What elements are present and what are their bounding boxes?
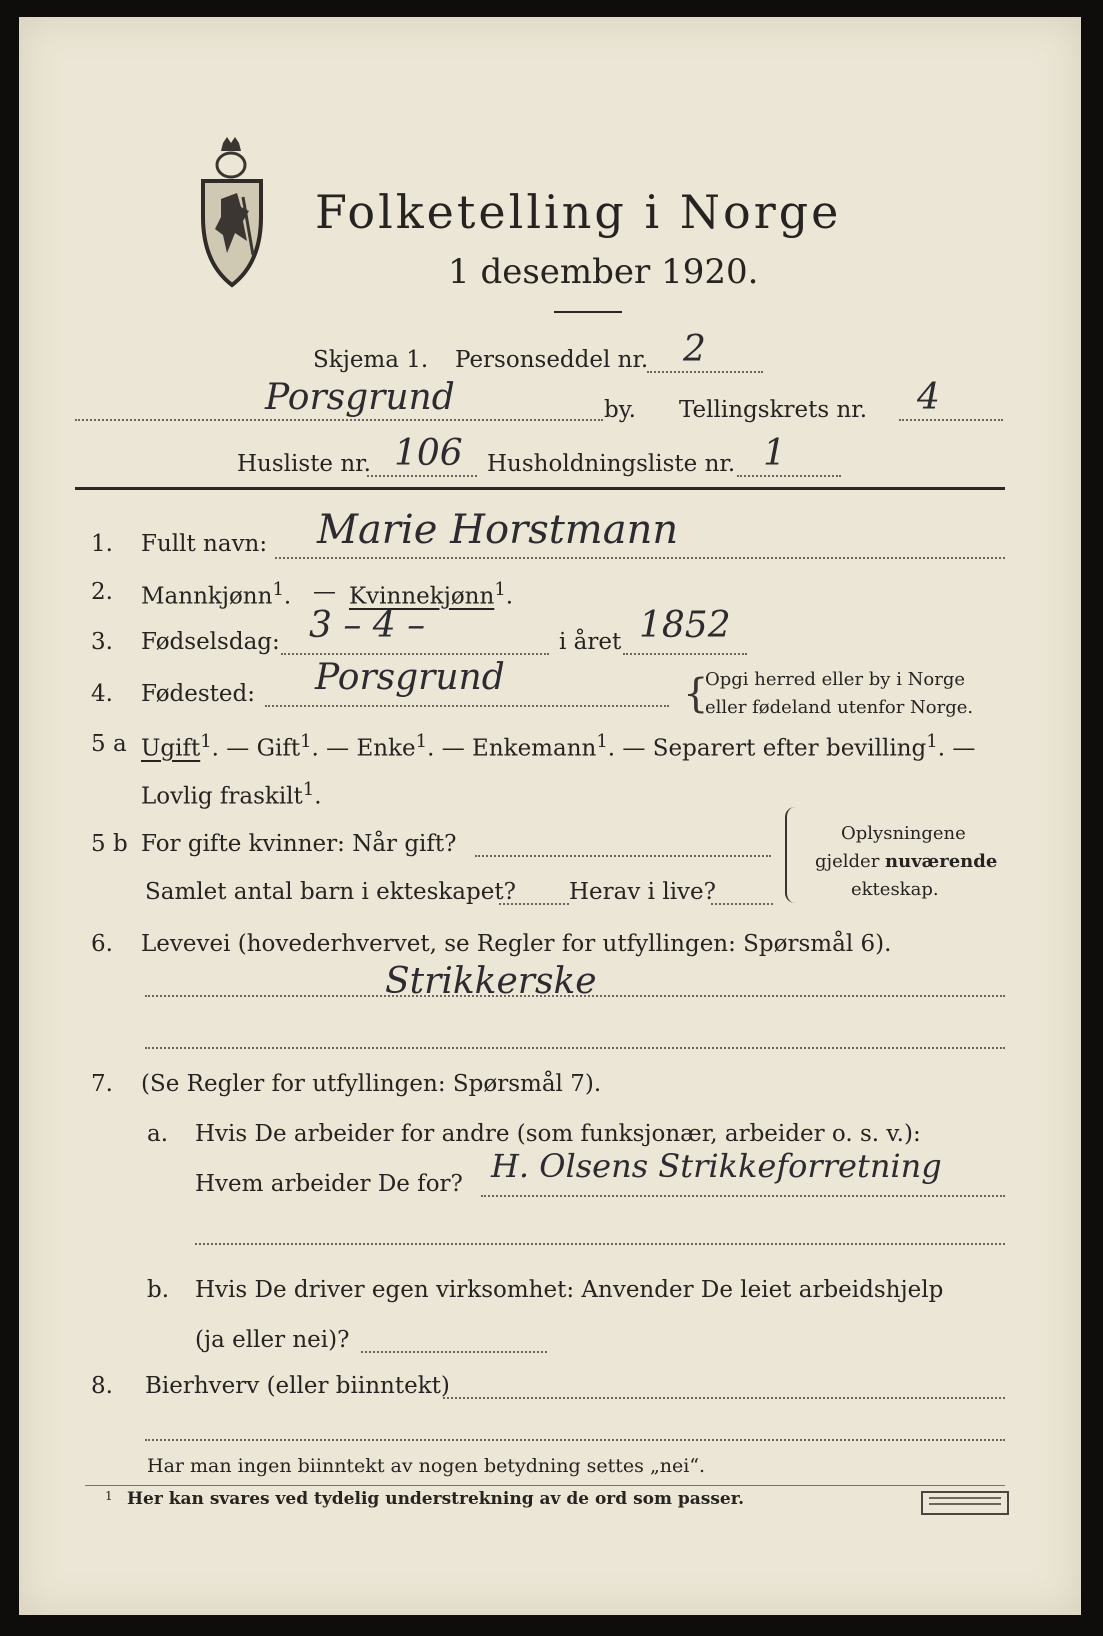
q7b-label: Hvis De driver egen virksomhet: Anvender De leiet arbeidshjelp bbox=[195, 1277, 944, 1303]
q3-year-value: 1852 bbox=[639, 605, 731, 646]
q1-label: Fullt navn: bbox=[141, 531, 268, 557]
q7-label: (Se Regler for utfyllingen: Spørsmål 7). bbox=[141, 1071, 602, 1097]
skjema-label: Skjema 1. bbox=[313, 347, 429, 373]
q4-line bbox=[265, 705, 669, 707]
q2-option-mann: Mannkjønn$^1$. bbox=[141, 579, 292, 610]
husholdning-value: 1 bbox=[763, 433, 786, 474]
q5b-bracket bbox=[785, 807, 799, 903]
tellingskrets-value: 4 bbox=[917, 377, 940, 418]
q3-line bbox=[281, 653, 549, 655]
q5a-option-gift: Gift bbox=[256, 735, 301, 762]
q2-number: 2. bbox=[91, 579, 113, 605]
q5b-note-1: Oplysningene bbox=[841, 823, 966, 844]
q4-brace: { bbox=[683, 671, 709, 717]
husliste-label: Husliste nr. bbox=[237, 451, 371, 477]
q7a-number: a. bbox=[147, 1121, 169, 1147]
husholdning-label: Husholdningsliste nr. bbox=[487, 451, 736, 477]
husholdning-line bbox=[737, 475, 841, 477]
form-title: Folketelling i Norge bbox=[315, 185, 842, 239]
form-date: 1 desember 1920. bbox=[448, 252, 759, 292]
q7-number: 7. bbox=[91, 1071, 113, 1097]
husliste-value: 106 bbox=[394, 433, 463, 474]
printer-stamp-icon bbox=[921, 1491, 1009, 1515]
q5b-note-3: ekteskap. bbox=[851, 879, 939, 900]
q5b-number: 5 b bbox=[91, 831, 128, 857]
q7a-label-2: Hvem arbeider De for? bbox=[195, 1171, 463, 1197]
q5b-label: For gifte kvinner: Når gift? bbox=[141, 831, 457, 857]
personseddel-value: 2 bbox=[683, 329, 706, 370]
q4-note-2: eller fødeland utenfor Norge. bbox=[705, 697, 974, 718]
q3-number: 3. bbox=[91, 629, 113, 655]
q5a-option-separert: Separert efter bevilling bbox=[652, 735, 927, 762]
q5b-note-2: gjelder nuværende bbox=[815, 851, 998, 872]
q7a-value: H. Olsens Strikkeforretning bbox=[491, 1147, 942, 1185]
biinntekt-note: Har man ingen biinntekt av nogen betydning settes „nei“. bbox=[147, 1455, 706, 1477]
footnote-number: 1 bbox=[105, 1489, 113, 1503]
q1-line bbox=[275, 557, 1005, 559]
q3-year-label: i året bbox=[559, 629, 622, 655]
q2-sep: — bbox=[313, 579, 336, 605]
q5a-option-fraskilt: Lovlig fraskilt$^1$. bbox=[141, 779, 322, 810]
q7b-label-2: (ja eller nei)? bbox=[195, 1327, 350, 1353]
q6-value: Strikkerske bbox=[385, 961, 597, 1002]
q2-option-kvinne: Kvinnekjønn$^1$. bbox=[349, 579, 514, 610]
q3-value: 3 – 4 – bbox=[309, 605, 426, 646]
q6-number: 6. bbox=[91, 931, 113, 957]
q4-value: Porsgrund bbox=[315, 657, 505, 698]
q5a-options: Ugift$^1$. — Gift$^1$. — Enke$^1$. — Enkemann$^1$. — Separert efter bevilling$^1$. — bbox=[141, 731, 976, 762]
q8-label: Bierhverv (eller biinntekt) bbox=[145, 1373, 450, 1399]
q8-line-1 bbox=[443, 1397, 1005, 1399]
q8-number: 8. bbox=[91, 1373, 113, 1399]
q7a-line bbox=[481, 1195, 1005, 1197]
q3-label: Fødselsdag: bbox=[141, 629, 280, 655]
q6-label: Levevei (hovederhvervet, se Regler for utfyllingen: Spørsmål 6). bbox=[141, 931, 892, 957]
footer-rule bbox=[85, 1485, 1005, 1486]
q6-line-1 bbox=[145, 995, 1005, 997]
husliste-line bbox=[367, 475, 477, 477]
q1-number: 1. bbox=[91, 531, 113, 557]
q4-number: 4. bbox=[91, 681, 113, 707]
q5b-live-label: Herav i live? bbox=[569, 879, 716, 905]
by-line bbox=[75, 419, 603, 421]
q8-line-2 bbox=[145, 1439, 1005, 1441]
title-divider bbox=[554, 311, 622, 313]
by-label: by. bbox=[604, 397, 636, 423]
q5b-gift-line bbox=[475, 855, 771, 857]
by-value: Porsgrund bbox=[265, 377, 455, 418]
tellingskrets-line bbox=[899, 419, 1003, 421]
q5b-barn-line bbox=[499, 903, 569, 905]
q7a-line-2 bbox=[195, 1243, 1005, 1245]
tellingskrets-label: Tellingskrets nr. bbox=[679, 397, 868, 423]
personseddel-label: Personseddel nr. bbox=[455, 347, 649, 373]
q5a-option-enke: Enke bbox=[356, 735, 416, 762]
q5a-option-enkemann: Enkemann bbox=[472, 735, 597, 762]
q4-note-1: Opgi herred eller by i Norge bbox=[705, 669, 966, 690]
q7a-label: Hvis De arbeider for andre (som funksjonær, arbeider o. s. v.): bbox=[195, 1121, 921, 1147]
q4-label: Fødested: bbox=[141, 681, 256, 707]
coat-of-arms-icon bbox=[191, 137, 273, 289]
q5b-barn-label: Samlet antal barn i ekteskapet? bbox=[145, 879, 516, 905]
q6-line-2 bbox=[145, 1047, 1005, 1049]
footnote-text: Her kan svares ved tydelig understrekning av de ord som passer. bbox=[127, 1489, 745, 1509]
q5b-live-line bbox=[711, 903, 773, 905]
personseddel-line bbox=[647, 371, 763, 373]
q5a-option-ugift: Ugift bbox=[141, 735, 201, 762]
q1-value: Marie Horstmann bbox=[317, 507, 679, 553]
q7b-line bbox=[361, 1351, 547, 1353]
q7b-number: b. bbox=[147, 1277, 170, 1303]
q3-year-line bbox=[623, 653, 747, 655]
census-form bbox=[19, 17, 1081, 1615]
header-rule bbox=[75, 487, 1005, 490]
q5a-number: 5 a bbox=[91, 731, 127, 757]
